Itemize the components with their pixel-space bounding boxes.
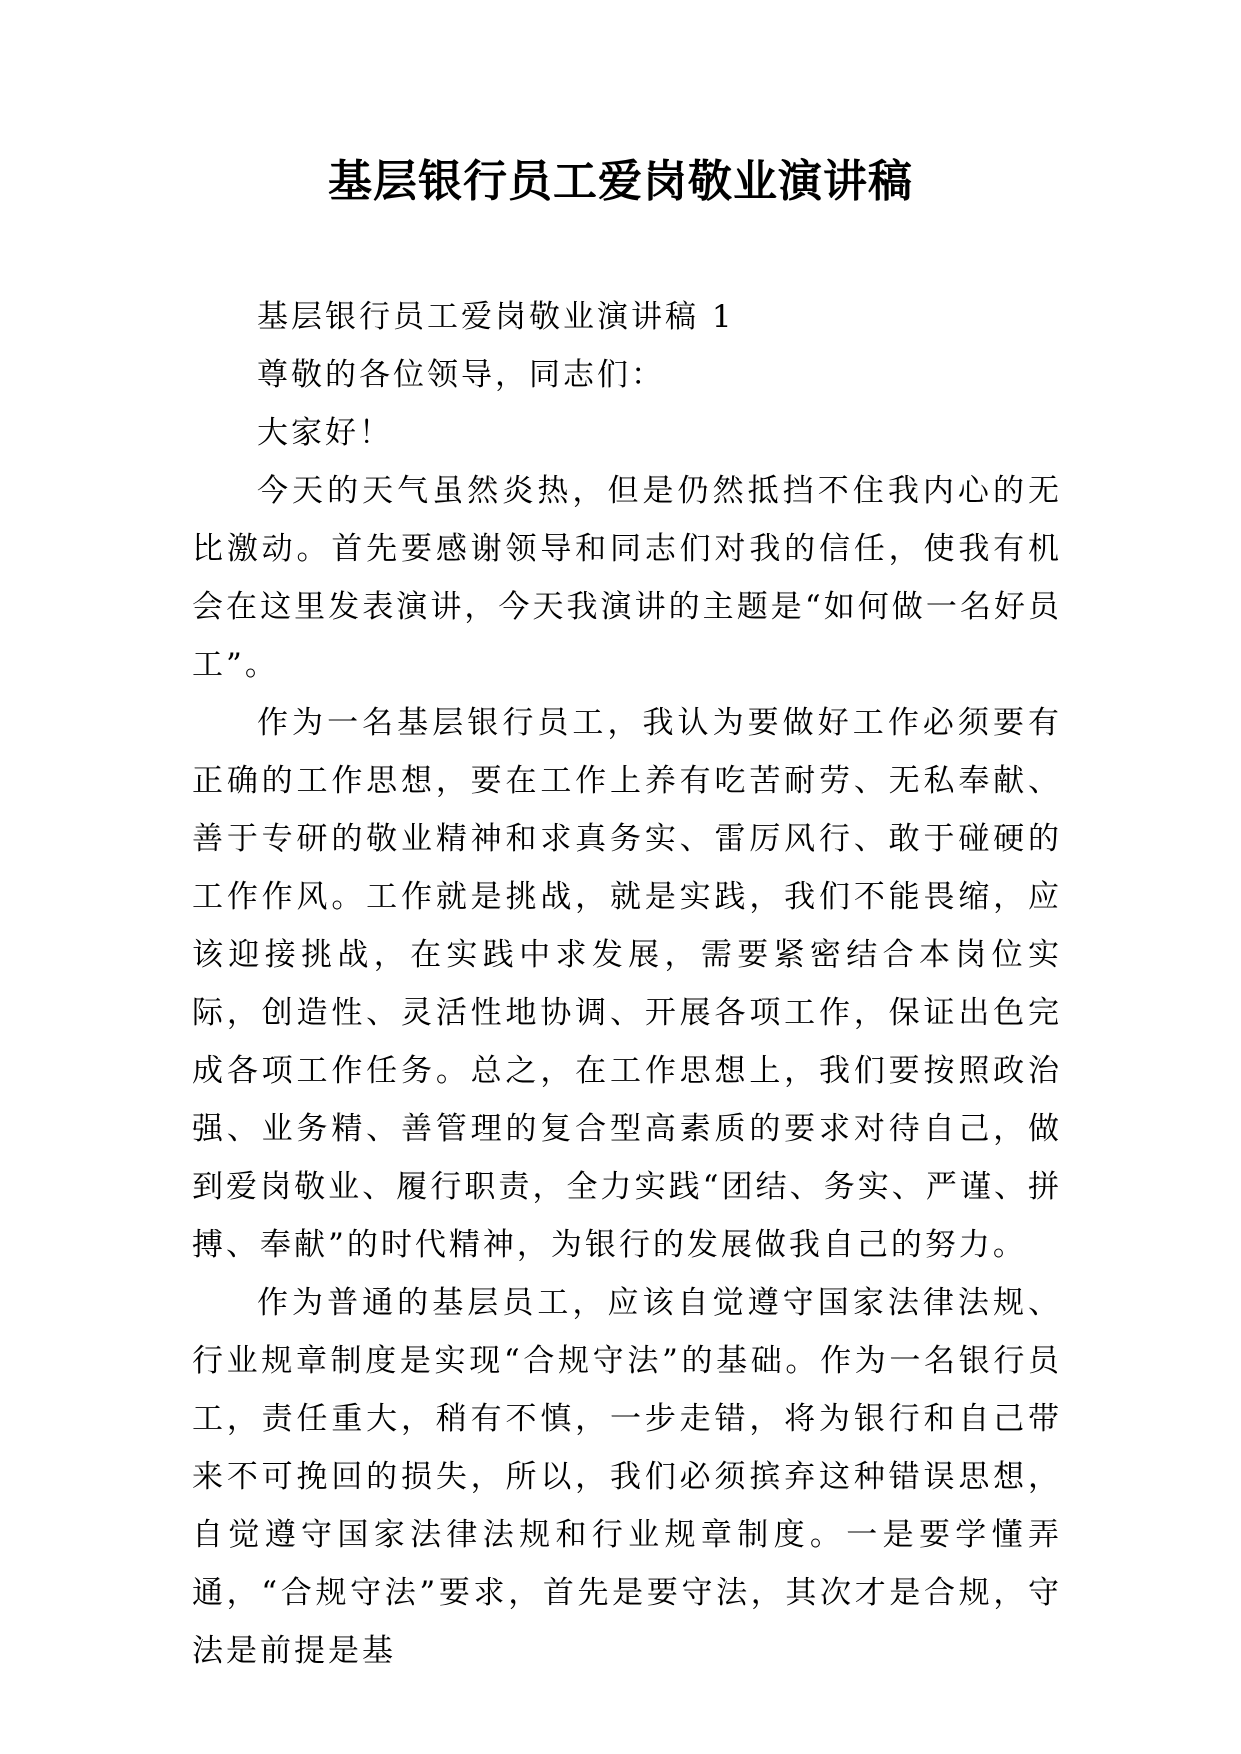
document-title: 基层银行员工爱岗敬业演讲稿 (328, 156, 913, 207)
paragraph-salutation: 尊敬的各位领导，同志们： (257, 357, 665, 393)
paragraph: 今天的天气虽然炎热，但是仍然抵挡不住我内心的无比激动。首先要感谢领导和同志们对我的信任，使我有机会在这里发表演讲，今天我演讲的主题是“如何做一名好员工”。 (192, 473, 1062, 683)
paragraph: 作为普通的基层员工，应该自觉遵守国家法律法规、行业规章制度是实现“合规守法”的基础。作为一名银行员工，责任重大，稍有不慎，一步走错，将为银行和自己带来不可挽回的损失，所以，我们必须摈弃这种错误思想，自觉遵守国家法律法规和行业规章制度。一是要学懂弄通，“合规守法”要求，首先是要守法，其次才是合规，守法是前提是基 (192, 1285, 1062, 1669)
paragraph-greeting: 大家好！ (257, 415, 393, 451)
document-body (192, 288, 1062, 1680)
paragraph: 作为一名基层银行员工，我认为要做好工作必须要有正确的工作思想，要在工作上养有吃苦耐劳、无私奉献、善于专研的敬业精神和求真务实、雷厉风行、敢于碰硬的工作作风。工作就是挑战，就是实践，我们不能畏缩，应该迎接挑战，在实践中求发展，需要紧密结合本岗位实际，创造性、灵活性地协调、开展各项工作，保证出色完成各项工作任务。总之，在工作思想上，我们要按照政治强、业务精、善管理的复合型高素质的要求对待自己，做到爱岗敬业、履行职责，全力实践“团结、务实、严谨、拼搏、奉献”的时代精神，为银行的发展做我自己的努力。 (192, 705, 1062, 1263)
paragraph-heading: 基层银行员工爱岗敬业演讲稿 1 (257, 299, 735, 335)
